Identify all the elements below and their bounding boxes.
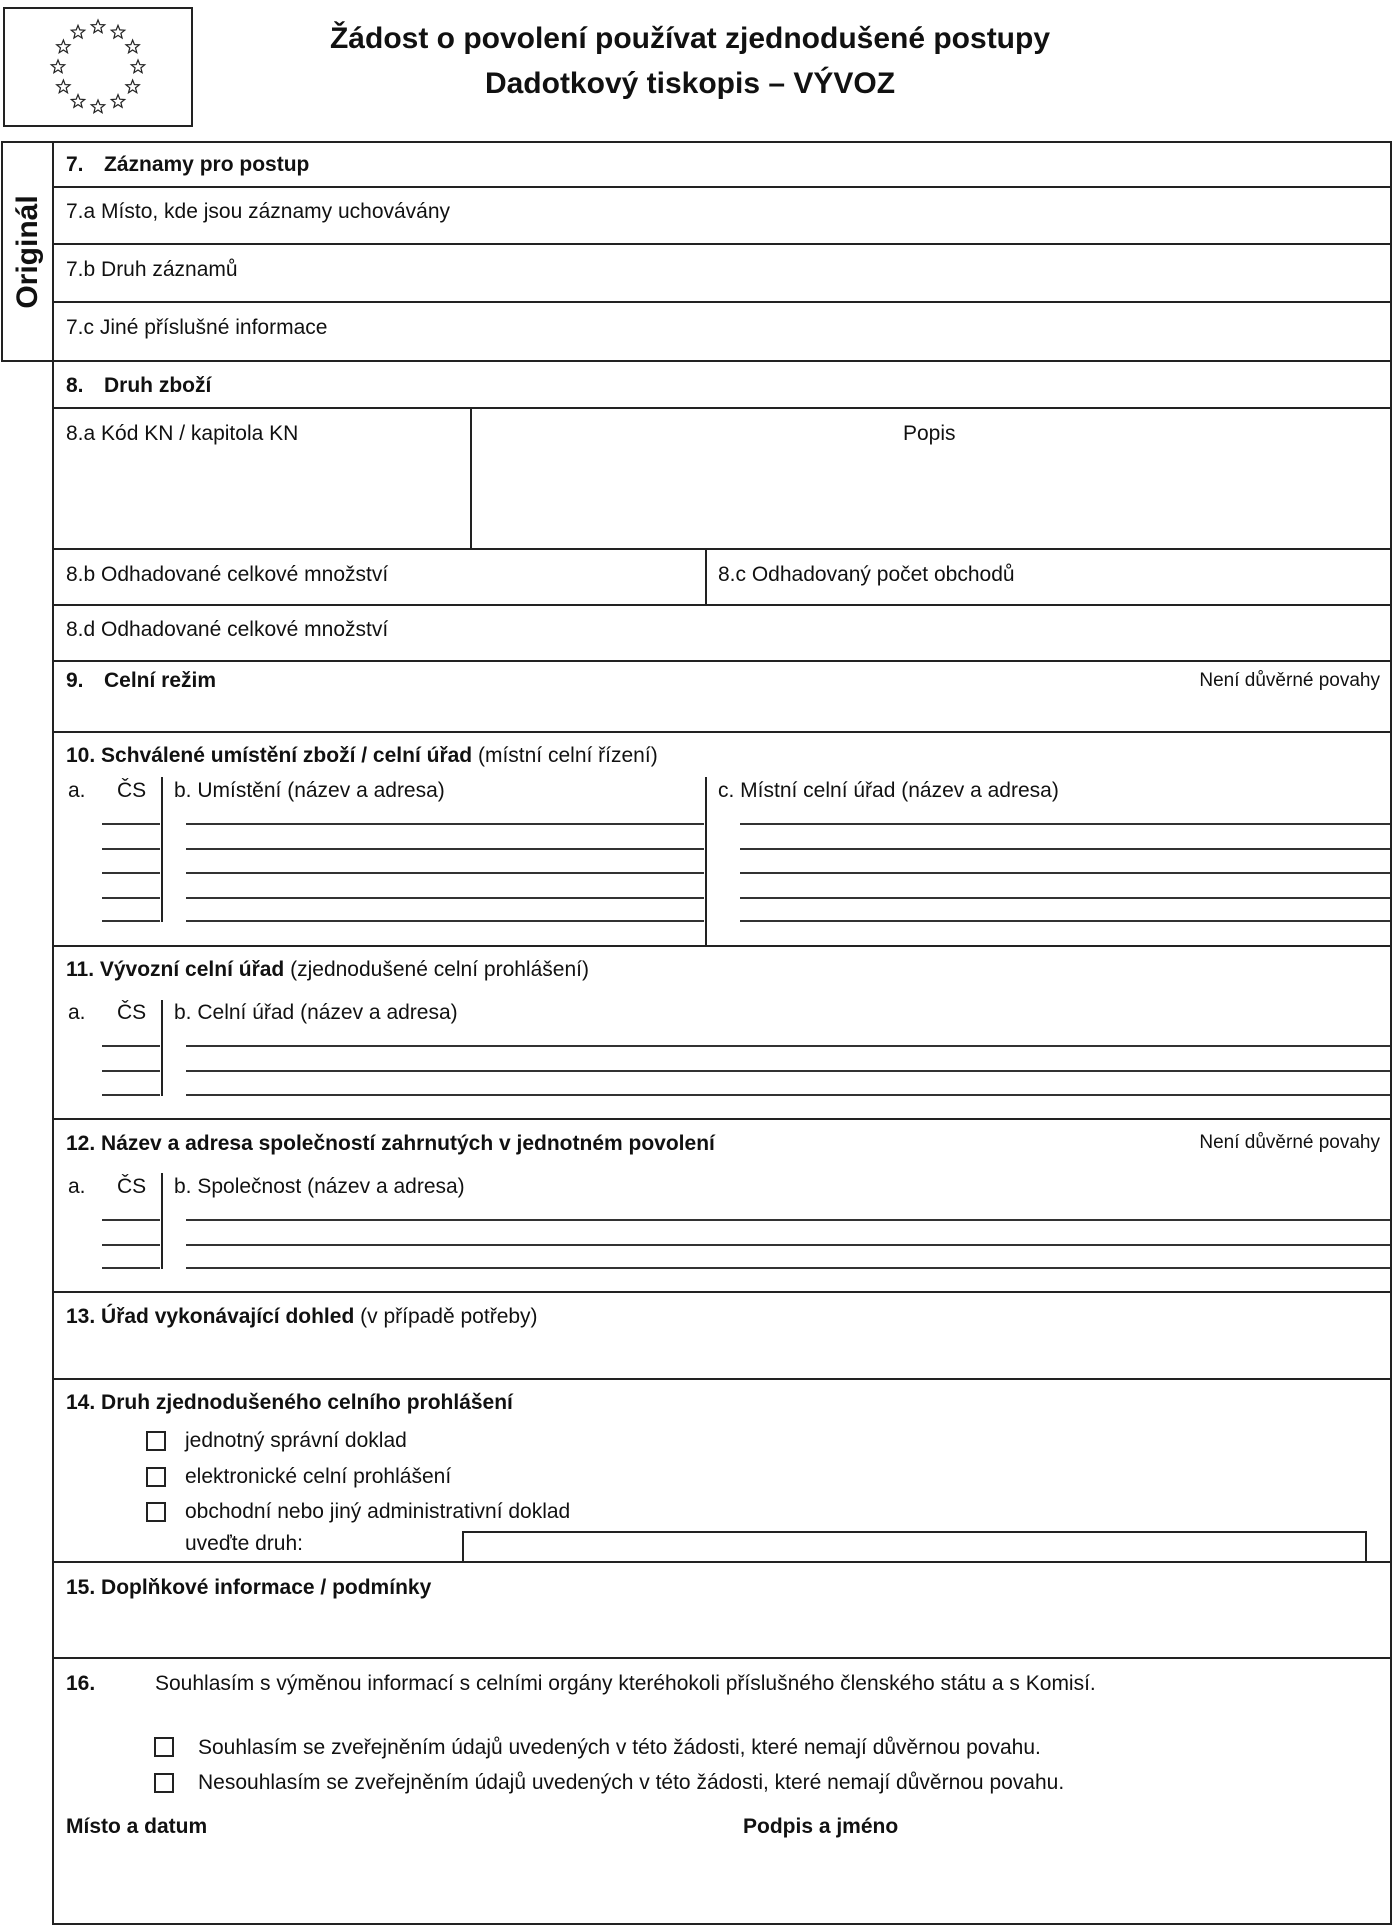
write-line[interactable] (102, 920, 160, 922)
s12b-label: b. Společnost (název a adresa) (174, 1175, 465, 1198)
s16-disagree-label: Nesouhlasím se zveřejněním údajů uvedených v této žádosti, které nemají důvěrnou povahu. (198, 1771, 1065, 1794)
eu-star-icon (57, 80, 70, 93)
signature-label: Podpis a jméno (743, 1815, 899, 1838)
place-date-label: Místo a datum (66, 1815, 208, 1838)
s8c-label: 8.c Odhadovaný počet obchodů (718, 563, 1015, 586)
write-line[interactable] (186, 1070, 1390, 1072)
write-line[interactable] (740, 823, 1390, 825)
s8-heading: Druh zboží (104, 374, 212, 397)
s14-option-2-label: elektronické celní prohlášení (185, 1465, 452, 1488)
write-line[interactable] (102, 823, 160, 825)
s14-option-1-checkbox[interactable] (146, 1431, 166, 1451)
s14-option-1-label: jednotný správní doklad (185, 1429, 407, 1452)
s12-country-code-label: ČS (117, 1175, 147, 1198)
s9-heading: Celní režim (104, 669, 217, 692)
write-line[interactable] (102, 1045, 160, 1047)
write-line[interactable] (102, 1244, 160, 1246)
eu-star-icon (51, 60, 64, 73)
s8-description-label: Popis (903, 422, 956, 445)
s10b-label: b. Umístění (název a adresa) (174, 779, 445, 802)
write-line[interactable] (186, 823, 704, 825)
s14-option-3-checkbox[interactable] (146, 1502, 166, 1522)
s14-heading: 14. Druh zjednodušeného celního prohlášení (66, 1391, 513, 1414)
s8b-label: 8.b Odhadované celkové množství (66, 563, 389, 586)
s14-option-2-checkbox[interactable] (146, 1467, 166, 1487)
write-line[interactable] (740, 920, 1390, 922)
eu-stars-icon (5, 9, 191, 125)
eu-emblem (3, 7, 193, 127)
s16-consent-text: Souhlasím s výměnou informací s celními orgány kteréhokoli příslušného členského státu a s Komisí. (155, 1672, 1096, 1695)
eu-star-icon (71, 25, 84, 38)
write-line[interactable] (186, 1045, 1390, 1047)
form-subtitle: Dadotkový tiskopis – VÝVOZ (484, 67, 896, 100)
eu-star-icon (131, 60, 144, 73)
write-line[interactable] (102, 1070, 160, 1072)
write-line[interactable] (186, 1267, 1390, 1269)
s8a-label: 8.a Kód KN / kapitola KN (66, 422, 299, 445)
write-line[interactable] (740, 848, 1390, 850)
s11b-label: b. Celní úřad (název a adresa) (174, 1001, 458, 1024)
s10c-label: c. Místní celní úřad (název a adresa) (718, 779, 1059, 802)
s11a-label: a. (68, 1001, 86, 1024)
s12-confidentiality-note: Není důvěrné povahy (1199, 1132, 1380, 1153)
write-line[interactable] (186, 848, 704, 850)
write-line[interactable] (186, 1094, 1390, 1096)
write-line[interactable] (186, 1219, 1390, 1221)
write-line[interactable] (102, 897, 160, 899)
write-line[interactable] (186, 920, 704, 922)
s10a-label: a. (68, 779, 86, 802)
s10-heading: 10. Schválené umístění zboží / celní úřad (místní celní řízení) (66, 744, 658, 767)
write-line[interactable] (186, 897, 704, 899)
eu-star-icon (126, 40, 139, 53)
s11-country-code-label: ČS (117, 1001, 147, 1024)
s7b-label: 7.b Druh záznamů (66, 258, 238, 281)
write-line[interactable] (102, 872, 160, 874)
write-line[interactable] (102, 1094, 160, 1096)
write-line[interactable] (102, 1267, 160, 1269)
eu-star-icon (126, 80, 139, 93)
original-label: Originál (11, 195, 44, 309)
write-line[interactable] (186, 872, 704, 874)
s14-option-3-label: obchodní nebo jiný administrativní doklad (185, 1500, 571, 1523)
eu-star-icon (71, 95, 84, 108)
s10-country-code-label: ČS (117, 779, 147, 802)
s14-specify-label: uveďte druh: (185, 1532, 303, 1555)
s9-confidentiality-note: Není důvěrné povahy (1199, 670, 1380, 691)
s16-disagree-checkbox[interactable] (154, 1773, 174, 1793)
s7c-label: 7.c Jiné příslušné informace (66, 316, 328, 339)
s7a-label: 7.a Místo, kde jsou záznamy uchovávány (66, 200, 451, 223)
write-line[interactable] (740, 872, 1390, 874)
eu-star-icon (111, 25, 124, 38)
write-line[interactable] (102, 848, 160, 850)
eu-star-icon (91, 20, 104, 33)
s7-number: 7. (66, 153, 84, 176)
eu-star-icon (111, 95, 124, 108)
s12a-label: a. (68, 1175, 86, 1198)
s9-number: 9. (66, 669, 84, 692)
s16-agree-label: Souhlasím se zveřejněním údajů uvedených v této žádosti, které nemají důvěrnou povahu. (198, 1736, 1041, 1759)
s8d-label: 8.d Odhadované celkové množství (66, 618, 389, 641)
write-line[interactable] (186, 1244, 1390, 1246)
s7-heading: Záznamy pro postup (104, 153, 310, 176)
s13-heading: 13. Úřad vykonávající dohled (v případě potřeby) (66, 1305, 538, 1328)
s11-heading: 11. Vývozní celní úřad (zjednodušené celní prohlášení) (66, 958, 589, 981)
s16-number: 16. (66, 1672, 96, 1695)
form-title: Žádost o povolení používat zjednodušené postupy (329, 22, 1051, 55)
s8-number: 8. (66, 374, 84, 397)
eu-star-icon (91, 100, 104, 113)
write-line[interactable] (102, 1219, 160, 1221)
write-line[interactable] (740, 897, 1390, 899)
s15-heading: 15. Doplňkové informace / podmínky (66, 1576, 432, 1599)
s14-specify-field[interactable] (462, 1531, 1367, 1563)
s12-heading: 12. Název a adresa společností zahrnutých v jednotném povolení (66, 1132, 715, 1155)
eu-star-icon (57, 40, 70, 53)
s16-agree-checkbox[interactable] (154, 1737, 174, 1757)
